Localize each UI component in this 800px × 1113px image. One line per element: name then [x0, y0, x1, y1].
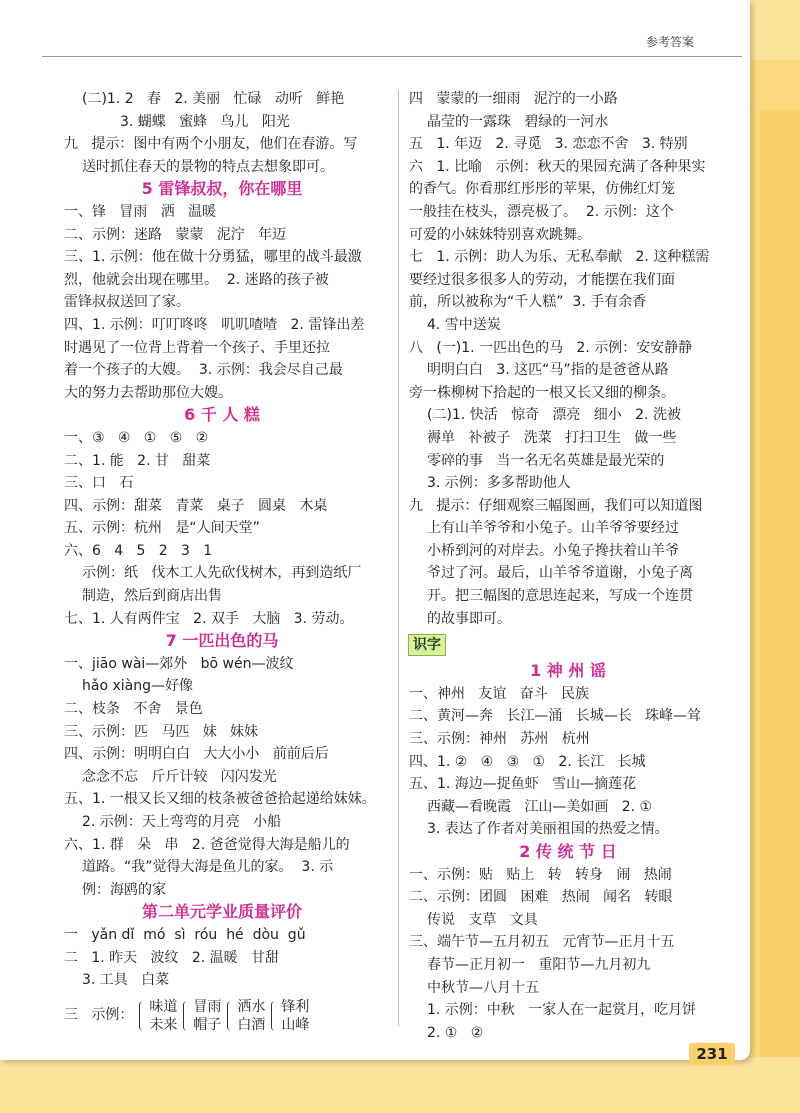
answer-line: 五、1. 一根又长又细的枝条被爸爸拾起递给妹妹。 — [64, 791, 376, 808]
answer-line: 一、示例：贴 贴上 转 转身 闹 热闹 — [409, 866, 672, 883]
unit-2-answers — [64, 924, 392, 992]
answer-line: 的故事即可。 — [427, 610, 511, 627]
answer-line: hǎo xiàng—好像 — [82, 678, 193, 695]
pair-word: 洒水 — [237, 998, 266, 1015]
pair-word: 帽子 — [193, 1016, 222, 1033]
page-number: 231 — [689, 1043, 735, 1065]
answer-line: 传说 支草 文具 — [427, 911, 538, 928]
answer-line: 褥单 补被子 洗菜 打扫卫生 做一些 — [427, 429, 677, 446]
answer-line: 三、1. 示例：他在做十分勇猛，哪里的战斗最激 — [64, 249, 362, 266]
answer-line: 制造，然后到商店出售 — [82, 588, 222, 605]
unit-2-item-three — [64, 994, 392, 1038]
word-pair-group — [139, 998, 177, 1034]
answer-line: 3. 表达了作者对美丽祖国的热爱之情。 — [427, 821, 669, 838]
answer-line: 大的努力去帮助那位大嫂。 — [64, 384, 232, 401]
brace-icon — [227, 1001, 234, 1031]
answer-line: 三、口 石 — [64, 475, 134, 492]
answer-line: 一、神州 友谊 奋斗 民族 — [409, 685, 590, 702]
answer-line: 九 提示：图中有两个小朋友，他们在春游。写 — [64, 136, 358, 153]
pair-word: 冒雨 — [193, 998, 222, 1015]
answer-line: 二、枝条 不舍 景色 — [64, 701, 203, 718]
answer-line: 旁一株柳树下拾起的一根又长又细的柳条。 — [409, 384, 675, 401]
answer-line: 时遇见了一位背上背着一个孩子、手里还拉 — [64, 339, 330, 356]
answer-line: 六 1. 比喻 示例：秋天的果园充满了各种果实 — [409, 158, 706, 175]
page-edge-decoration — [760, 110, 800, 1113]
answer-line: 二、1. 能 2. 甘 甜菜 — [64, 452, 211, 469]
answer-line: (二)1. 快活 惊奇 漂亮 细小 2. 洗被 — [427, 407, 681, 424]
pair-word: 未来 — [149, 1016, 178, 1033]
answer-line: 1. 示例：中秋 一家人在一起赏月，吃月饼 — [427, 1002, 697, 1019]
section-7-answers — [64, 653, 392, 902]
brace-icon — [271, 1001, 278, 1031]
shizi-section-tag: 识字 — [408, 634, 446, 656]
section-title-7: 7 一匹出色的马 — [165, 631, 279, 651]
answer-line: 三、示例：匹 马匹 妹 妹妹 — [64, 723, 259, 740]
answer-line: 四、示例：明明白白 大大小小 前前后后 — [64, 746, 329, 763]
answer-line: 送时抓住春天的景物的特点去想象即可。 — [82, 158, 334, 175]
right-column — [409, 88, 739, 1044]
answer-line: 八 (一)1. 一匹出色的马 2. 示例：安安静静 — [409, 339, 693, 356]
answer-line: 念念不忘 斤斤计较 闪闪发光 — [82, 768, 277, 785]
answer-line: 小桥到河的对岸去。小兔子搀扶着山羊爷 — [427, 542, 679, 559]
brace-icon — [139, 1001, 146, 1031]
answer-line: 西藏—看晚霞 江山—美如画 2. ① — [427, 798, 653, 815]
answer-line: 的香气。你看那红彤彤的苹果，仿佛红灯笼 — [409, 181, 675, 198]
pair-word: 山峰 — [281, 1016, 310, 1033]
answer-line: 雷锋叔叔送回了家。 — [64, 294, 190, 311]
word-pair-group — [183, 998, 221, 1034]
answer-line: 二、示例：迷路 蒙蒙 泥泞 年迈 — [64, 226, 287, 243]
answer-line: 开。把三幅图的意思连起来，写成一个连贯 — [427, 588, 693, 605]
answer-line: 四、1. 示例：叮叮咚咚 叽叽喳喳 2. 雷锋出差 — [64, 316, 365, 333]
answer-line: 四、示例：甜菜 青菜 桌子 圆桌 木桌 — [64, 497, 328, 514]
answer-line: 例：海鸥的家 — [82, 881, 166, 898]
answer-line: 五 1. 年迈 2. 寻觅 3. 恋恋不舍 3. 特别 — [409, 136, 688, 153]
answer-line: 中秋节—八月十五 — [427, 979, 539, 996]
answer-line: 可爱的小妹妹特别喜欢跳舞。 — [409, 226, 591, 243]
section-title-5: 5 雷锋叔叔，你在哪里 — [141, 179, 303, 199]
column-divider — [398, 90, 399, 1026]
answer-line: 3. 蝴蝶 蜜蜂 鸟儿 阳光 — [120, 113, 290, 130]
section-5-answers — [64, 201, 392, 404]
answer-line: 2. ① ② — [427, 1024, 484, 1041]
answer-line: 七 1. 示例：助人为乐、无私奉献 2. 这种糕需 — [409, 249, 710, 266]
answer-line: 二、示例：团圆 困难 热闹 闻名 转眼 — [409, 889, 673, 906]
shizi-2-answers — [409, 864, 739, 1045]
answer-line: 上有山羊爷爷和小兔子。山羊爷爷要经过 — [427, 520, 679, 537]
answer-line: 五、示例：杭州 是“人间天堂” — [64, 520, 260, 537]
answer-line: 一、③ ④ ① ⑤ ② — [64, 429, 209, 446]
answer-line: 一般挂在枝头，漂亮极了。 2. 示例：这个 — [409, 203, 674, 220]
answer-line: 烈，他就会出现在哪里。 2. 迷路的孩子被 — [64, 271, 329, 288]
answer-line: 晶莹的一露珠 碧绿的一河水 — [427, 113, 609, 130]
answer-line: 4. 雪中送炭 — [427, 316, 501, 333]
answer-line: 示例：纸 伐木工人先砍伐树木，再到造纸厂 — [82, 565, 362, 582]
answer-line: 3. 工具 白菜 — [82, 972, 170, 989]
section-title-shizi-2: 2 传 统 节 日 — [519, 842, 617, 861]
answer-line: 一 yǎn dǐ mó sì róu hé dòu gǔ — [64, 926, 306, 943]
word-pair-group — [227, 998, 265, 1034]
word-pair-group — [271, 998, 309, 1034]
answer-line: 着一个孩子的大嫂。 3. 示例：我会尽自己最 — [64, 362, 343, 379]
section-6-answers — [64, 427, 392, 630]
answer-line: 九 提示：仔细观察三幅图画，我们可以知道图 — [409, 497, 703, 514]
shizi-1-answers — [409, 683, 739, 841]
answer-line: (二)1. 2 春 2. 美丽 忙碌 动听 鲜艳 — [82, 91, 345, 107]
answer-line: 春节—正月初一 重阳节—九月初九 — [427, 956, 651, 973]
pair-word: 白酒 — [237, 1016, 266, 1033]
answer-line: 五、1. 海边—捉鱼虾 雪山—摘莲花 — [409, 776, 637, 793]
answer-line: 零碎的事 当一名无名英雄是最光荣的 — [427, 452, 665, 469]
unit-2-title: 第二单元学业质量评价 — [141, 902, 302, 922]
answer-line: 三、端午节—五月初五 元宵节—正月十五 — [409, 934, 675, 951]
answer-line: 六、6 4 5 2 3 1 — [64, 542, 213, 559]
answer-line: 2. 示例：天上弯弯的月亮 小船 — [82, 814, 282, 830]
answer-line: 二、黄河—奔 长江—涌 长城—长 珠峰—耸 — [409, 708, 702, 725]
answer-line: 爷过了河。最后，山羊爷爷道谢，小兔子离 — [427, 565, 693, 582]
answer-line: 前，所以被称为“千人糕” 3. 手有余香 — [409, 294, 647, 311]
answer-line: 明明白白 3. 这匹“马”指的是爸爸从路 — [427, 362, 669, 379]
left-column — [64, 88, 392, 1038]
answer-line: 二 1. 昨天 波纹 2. 温暖 甘甜 — [64, 949, 280, 966]
item-three-label: 三 示例： — [64, 1007, 134, 1024]
left-top-block — [64, 88, 392, 178]
answer-line: 要经过很多很多人的劳动，才能摆在我们面 — [409, 271, 675, 288]
answer-line: 七、1. 人有两件宝 2. 双手 大脑 3. 劳动。 — [64, 610, 354, 627]
pair-word: 味道 — [149, 998, 178, 1015]
answer-line: 三、示例：神州 苏州 杭州 — [409, 731, 590, 748]
answer-line: 六、1. 群 朵 串 2. 爸爸觉得大海是船儿的 — [64, 836, 350, 853]
answer-line: 四、1. ② ④ ③ ① 2. 长江 长城 — [409, 753, 646, 770]
word-pairs — [133, 998, 309, 1034]
page-bottom-decoration — [0, 1057, 800, 1113]
section-title-shizi-1: 1 神 州 谣 — [530, 661, 606, 681]
answer-line: 一、锋 冒雨 洒 温暖 — [64, 203, 217, 220]
answer-line: 道路。“我”觉得大海是鱼儿的家。 3. 示 — [82, 859, 334, 876]
header-label: 参考答案 — [646, 35, 695, 49]
answer-line: 3. 示例：多多帮助他人 — [427, 475, 571, 492]
right-top-block — [409, 88, 739, 630]
brace-icon — [183, 1001, 190, 1031]
answer-line: 一、jiāo wài—郊外 bō wén—波纹 — [64, 655, 294, 672]
answer-line: 四 蒙蒙的一细雨 泥泞的一小路 — [409, 91, 618, 107]
section-title-6: 6 千 人 糕 — [184, 405, 260, 425]
header-rule — [42, 56, 742, 57]
pair-word: 锋利 — [281, 998, 310, 1015]
